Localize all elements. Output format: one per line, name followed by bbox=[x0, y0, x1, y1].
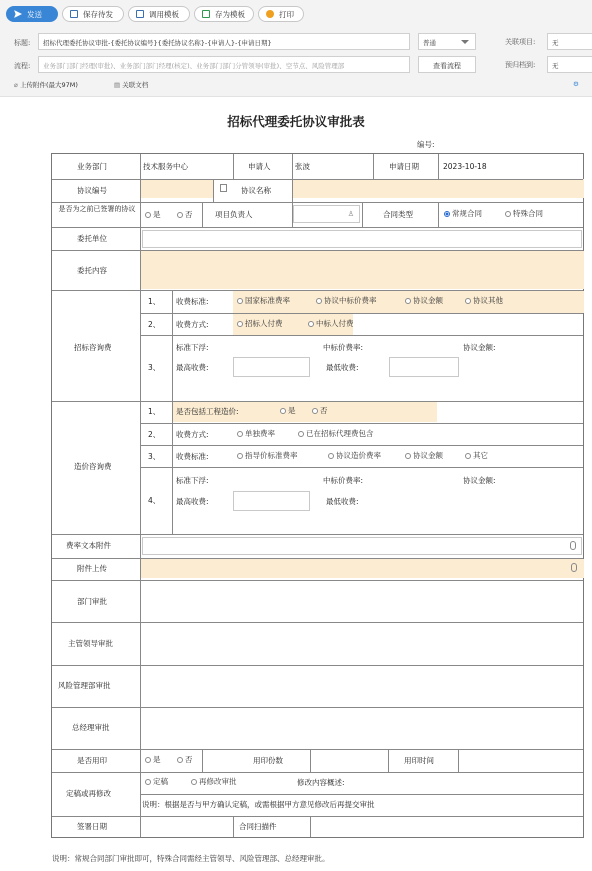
upload-link[interactable]: ⌀ 上传附件(最大97M) bbox=[14, 81, 78, 89]
print-icon bbox=[266, 10, 274, 18]
related-project-input[interactable]: 无 bbox=[547, 33, 592, 50]
calendar-icon[interactable] bbox=[220, 184, 227, 192]
separate-rate-radio[interactable]: 单独费率 bbox=[237, 430, 275, 438]
print-button[interactable]: 打印 bbox=[258, 6, 304, 22]
re-edit-radio[interactable]: 再修改审批 bbox=[191, 778, 237, 786]
save-template-button[interactable]: 存为模板 bbox=[194, 6, 254, 22]
seal-yes-radio[interactable]: 是 bbox=[145, 756, 161, 764]
flow-label: 流程: bbox=[14, 62, 31, 70]
user-icon: ♙ bbox=[347, 210, 354, 218]
bid-min-fee-label: 最低收费: bbox=[326, 363, 359, 372]
save-draft-button[interactable]: 保存待发 bbox=[62, 6, 124, 22]
signed-before-label: 是否为之前已签署的协议 bbox=[58, 205, 136, 213]
special-contract-radio[interactable]: 特殊合同 bbox=[505, 210, 543, 218]
chevron-down-icon bbox=[461, 40, 469, 44]
final-or-edit-label: 定稿或再修改 bbox=[66, 789, 111, 798]
cost-max-fee-label: 最高收费: bbox=[176, 497, 209, 506]
send-icon bbox=[14, 10, 22, 18]
flow-input[interactable]: 业务部门部门经理(审批)、业务部门部门经理(核定)、业务部门部门分管领导(审批)、空节点、风险管理部 bbox=[38, 56, 410, 73]
seal-no-radio[interactable]: 否 bbox=[177, 756, 193, 764]
form-number-label: 编号: bbox=[417, 140, 435, 149]
dept-approve-label: 部门审批 bbox=[77, 597, 107, 606]
cost-other-radio[interactable]: 其它 bbox=[465, 452, 488, 460]
applicant-label: 申请人 bbox=[248, 162, 271, 171]
bid-fee-way-label: 收费方式: bbox=[176, 320, 209, 329]
project-manager-label: 项目负责人 bbox=[215, 210, 253, 219]
paperclip-icon[interactable] bbox=[571, 563, 577, 572]
guide-rate-radio[interactable]: 指导价标准费率 bbox=[237, 452, 298, 460]
paperclip-icon: ⌀ bbox=[14, 81, 20, 89]
cost-bid-rate-label: 中标价费率: bbox=[323, 476, 364, 485]
client-input[interactable] bbox=[142, 230, 582, 248]
final-note: 说明：根据是否与甲方确认定稿，或需根据甲方意见修改后再提交审批 bbox=[142, 800, 375, 809]
title-input[interactable]: 招标代理委托协议审批-{委托协议编号}{委托协议名称}-{申请人}-{申请日期} bbox=[38, 33, 410, 50]
sign-date-label: 签署日期 bbox=[77, 822, 107, 831]
cost-agree-amount-radio[interactable]: 协议金额 bbox=[405, 452, 443, 460]
form-title: 招标代理委托协议审批表 bbox=[227, 114, 365, 129]
seal-time-label: 用印时间 bbox=[404, 756, 434, 765]
risk-approve-label: 风险管理部审批 bbox=[58, 681, 111, 690]
client-label: 委托单位 bbox=[77, 234, 107, 243]
related-project-label: 关联项目: bbox=[505, 38, 536, 46]
footer-note: 说明：常规合同部门审批即可，特殊合同需经主管领导、风险管理部、总经理审批。 bbox=[52, 854, 330, 863]
template-icon bbox=[136, 10, 144, 18]
cost-row-2-number: 2、 bbox=[148, 430, 161, 439]
agreement-other-radio[interactable]: 协议其他 bbox=[465, 297, 503, 305]
scan-label: 合同扫描件 bbox=[239, 822, 277, 831]
call-template-button[interactable]: 调用模板 bbox=[128, 6, 190, 22]
paperclip-icon bbox=[570, 541, 576, 550]
cost-agree-amount-label: 协议金额: bbox=[463, 476, 496, 485]
content-label: 委托内容 bbox=[77, 266, 107, 275]
archive-input[interactable]: 无 bbox=[547, 56, 592, 73]
included-in-bid-radio[interactable]: 已在招标代理费包含 bbox=[298, 430, 374, 438]
bid-max-fee-input[interactable] bbox=[233, 357, 310, 377]
cost-row-4-number: 4、 bbox=[148, 496, 161, 505]
dept-value: 技术服务中心 bbox=[143, 162, 188, 171]
bid-row-2-number: 2、 bbox=[148, 320, 161, 329]
seal-copies-label: 用印份数 bbox=[253, 756, 283, 765]
date-value: 2023-10-18 bbox=[443, 162, 487, 171]
cost-fee-standard-label: 收费标准: bbox=[176, 452, 209, 461]
save-icon bbox=[70, 10, 78, 18]
normal-contract-radio[interactable]: 常规合同 bbox=[444, 210, 482, 218]
cost-include-no-radio[interactable]: 否 bbox=[312, 407, 328, 415]
rate-attachment-input[interactable] bbox=[142, 537, 582, 555]
national-rate-radio[interactable]: 国家标准费率 bbox=[237, 297, 290, 305]
priority-select[interactable]: 普通 bbox=[418, 33, 476, 50]
bid-max-fee-label: 最高收费: bbox=[176, 363, 209, 372]
bid-min-fee-input[interactable] bbox=[389, 357, 459, 377]
winner-pay-radio[interactable]: 中标人付费 bbox=[308, 320, 354, 328]
seal-label: 是否用印 bbox=[77, 756, 107, 765]
approval-form-table bbox=[51, 153, 584, 838]
agreement-name-label: 协议名称 bbox=[241, 186, 271, 195]
cost-fee-way-label: 收费方式: bbox=[176, 430, 209, 439]
related-doc-link[interactable]: ▤ 关联文档 bbox=[114, 81, 149, 89]
cost-min-fee-label: 最低收费: bbox=[326, 497, 359, 506]
save-template-icon bbox=[202, 10, 210, 18]
signed-no-radio[interactable]: 否 bbox=[177, 211, 193, 219]
archive-label: 预归档到: bbox=[505, 61, 536, 69]
bid-agree-amount-label: 协议金额: bbox=[463, 343, 496, 352]
bid-rate-label: 中标价费率: bbox=[323, 343, 364, 352]
agreement-no-label: 协议编号 bbox=[77, 186, 107, 195]
applicant-value: 张波 bbox=[295, 162, 310, 171]
agreement-amount-radio[interactable]: 协议金额 bbox=[405, 297, 443, 305]
attachment-upload-label: 附件上传 bbox=[77, 564, 107, 573]
cost-include-label: 是否包括工程造价: bbox=[176, 407, 239, 416]
content-input[interactable] bbox=[141, 251, 584, 289]
cost-float-label: 标准下浮: bbox=[176, 476, 209, 485]
cost-row-3-number: 3、 bbox=[148, 452, 161, 461]
title-label: 标题: bbox=[14, 39, 31, 47]
leader-approve-label: 主管领导审批 bbox=[68, 639, 113, 648]
send-button[interactable]: 发送 bbox=[6, 6, 58, 22]
bid-fee-standard-label: 收费标准: bbox=[176, 297, 209, 306]
agreement-name-input[interactable] bbox=[293, 179, 584, 198]
top-toolbar bbox=[0, 0, 592, 97]
date-label: 申请日期 bbox=[389, 162, 419, 171]
agreement-no-input[interactable] bbox=[141, 179, 213, 198]
contract-type-label: 合同类型 bbox=[383, 210, 413, 219]
bidder-pay-radio[interactable]: 招标人付费 bbox=[237, 320, 283, 328]
bid-fee-label: 招标咨询费 bbox=[74, 343, 112, 352]
final-radio[interactable]: 定稿 bbox=[145, 778, 168, 786]
cost-fee-label: 造价咨询费 bbox=[74, 462, 112, 471]
view-flow-button[interactable]: 查看流程 bbox=[418, 56, 476, 73]
attachment-upload-input[interactable] bbox=[141, 559, 584, 578]
settings-icon[interactable]: ⚙ bbox=[573, 80, 579, 88]
document-icon: ▤ bbox=[114, 81, 123, 89]
rate-attachment-label: 费率文本附件 bbox=[66, 541, 111, 550]
cost-max-fee-input[interactable] bbox=[233, 491, 310, 511]
cost-include-yes-radio[interactable]: 是 bbox=[280, 407, 296, 415]
bid-float-label: 标准下浮: bbox=[176, 343, 209, 352]
cost-row-1-number: 1、 bbox=[148, 407, 161, 416]
signed-yes-radio[interactable]: 是 bbox=[145, 211, 161, 219]
gm-approve-label: 总经理审批 bbox=[72, 723, 110, 732]
bid-price-rate-radio[interactable]: 协议中标价费率 bbox=[316, 297, 377, 305]
project-manager-input[interactable] bbox=[293, 205, 360, 223]
cost-rate-radio[interactable]: 协议造价费率 bbox=[328, 452, 381, 460]
dept-label: 业务部门 bbox=[77, 162, 107, 171]
bid-row-3-number: 3、 bbox=[148, 363, 161, 372]
bid-row-1-number: 1、 bbox=[148, 297, 161, 306]
edit-desc-label: 修改内容概述: bbox=[297, 778, 345, 787]
